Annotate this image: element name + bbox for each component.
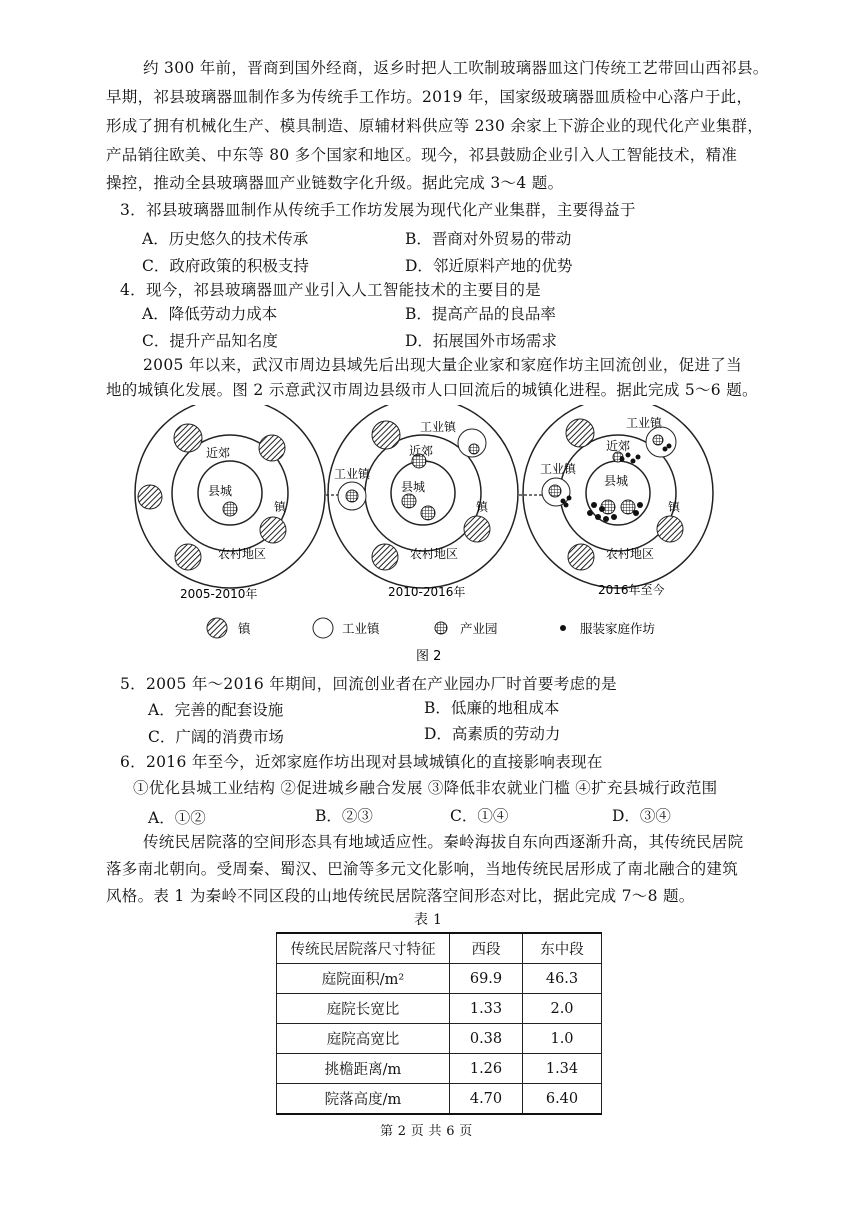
diagram-2016-now (523, 405, 713, 588)
question-4-option-a[interactable]: A．降低劳动力成本 (142, 305, 278, 323)
industrial-park-icon (223, 502, 237, 516)
table-cell: 庭院面积/m² (277, 964, 450, 994)
table-cell: 院落高度/m (277, 1084, 450, 1115)
label-zhen: 镇 (476, 500, 489, 514)
table-cell: 庭院高宽比 (277, 1024, 450, 1054)
table-row (277, 994, 602, 1024)
workshop-dot (626, 453, 631, 458)
figure-caption: 图 2 (416, 649, 442, 664)
town-icon (464, 516, 490, 542)
label-xiancheng: 县城 (604, 474, 629, 488)
passage1-line-2: 早期，祁县玻璃器皿制作多为传统手工作坊。2019 年，国家级玻璃器皿质检中心落户于此， (106, 88, 753, 106)
label-jinjiao: 近郊 (409, 444, 434, 458)
legend-industrial-park-label: 产业园 (460, 621, 498, 636)
question-6-items: ①优化县城工业结构 ②促进城乡融合发展 ③降低非农就业门槛 ④扩充县城行政范围 (133, 779, 718, 797)
industrial-park-icon (653, 435, 663, 445)
workshop-dot (611, 514, 617, 520)
table-cell: 1.26 (450, 1054, 523, 1084)
workshop-dot (564, 503, 569, 508)
question-6-option-d[interactable]: D．③④ (612, 807, 671, 825)
legend-town-icon (207, 618, 227, 638)
question-4-option-b[interactable]: B．提高产品的良品率 (405, 305, 556, 323)
question-6-option-a[interactable]: A．①② (148, 809, 206, 827)
question-5-option-a[interactable]: A．完善的配套设施 (148, 701, 284, 719)
table-cell: 1.0 (523, 1024, 602, 1054)
question-5-stem: 5．2005 年～2016 年期间，回流创业者在产业园办厂时首要考虑的是 (120, 675, 617, 693)
label-xiancheng: 县城 (208, 484, 233, 498)
workshop-dot (620, 457, 625, 462)
label-gongyezhen: 工业镇 (540, 462, 577, 476)
legend-industrial-town-icon (313, 618, 333, 638)
diagram-2005-2010 (135, 405, 325, 588)
town-icon (372, 421, 400, 449)
question-3-option-c[interactable]: C．政府政策的积极支持 (142, 257, 309, 275)
workshop-dot (631, 459, 636, 464)
question-6-stem: 6．2016 年至今，近郊家庭作坊出现对县域城镇化的直接影响表现在 (120, 753, 603, 771)
passage1-line-4: 产品销往欧美、中东等 80 多个国家和地区。现今，祁县鼓励企业引入人工智能技术，精准 (106, 146, 738, 164)
figure-2-diagram (128, 405, 768, 670)
table-row (277, 1024, 602, 1054)
town-icon (175, 544, 201, 570)
label-xiancheng: 县城 (401, 480, 426, 494)
table-row (277, 964, 602, 994)
table-1 (276, 932, 602, 1115)
table-cell: 挑檐距离/m (277, 1054, 450, 1084)
town-icon (372, 544, 398, 570)
workshop-dot (591, 502, 597, 508)
passage1-line-5: 操控，推动全县玻璃器皿产业链数字化升级。据此完成 3～4 题。 (106, 174, 564, 192)
table-header-west: 西段 (450, 933, 523, 964)
passage3-line-2: 落多南北朝向。受周秦、蜀汉、巴渝等多元文化影响，当地传统民居形成了南北融合的建筑 (106, 860, 739, 878)
town-icon (568, 544, 594, 570)
workshop-dot (595, 514, 601, 520)
question-4-option-d[interactable]: D．拓展国外市场需求 (405, 332, 557, 350)
question-3-stem: 3．祁县玻璃器皿制作从传统手工作坊发展为现代化产业集群，主要得益于 (120, 201, 636, 219)
town-icon (566, 419, 594, 447)
question-3-option-a[interactable]: A．历史悠久的技术传承 (142, 230, 309, 248)
page-footer: 第 2 页 共 6 页 (380, 1124, 473, 1139)
workshop-dot (603, 516, 609, 522)
workshop-dot (636, 455, 641, 460)
question-5-option-c[interactable]: C．广阔的消费市场 (148, 728, 284, 746)
workshop-dot (637, 502, 643, 508)
workshop-dot (667, 444, 672, 449)
label-jinjiao: 近郊 (606, 439, 631, 453)
industrial-park-icon (402, 494, 416, 508)
label-nongcun: 农村地区 (218, 547, 267, 561)
table-cell: 1.34 (523, 1054, 602, 1084)
workshop-dot (633, 510, 639, 516)
table-cell: 庭院长宽比 (277, 994, 450, 1024)
diagram-2010-2016 (328, 405, 518, 588)
industrial-park-icon (421, 506, 435, 520)
table-cell: 0.38 (450, 1024, 523, 1054)
table-cell: 46.3 (523, 964, 602, 994)
legend-workshop-label: 服装家庭作坊 (580, 621, 656, 636)
period-label-3: 2016年至今 (598, 583, 665, 597)
table-cell: 2.0 (523, 994, 602, 1024)
label-gongyezhen: 工业镇 (626, 416, 663, 430)
label-zhen: 镇 (274, 500, 287, 514)
town-icon (657, 516, 683, 542)
workshop-dot (587, 510, 593, 516)
table-row (277, 1084, 602, 1115)
town-icon (138, 485, 162, 509)
legend-industrial-park-icon (435, 622, 447, 634)
workshop-dot (599, 506, 605, 512)
industrial-park-icon (621, 500, 635, 514)
passage3-line-3: 风格。表 1 为秦岭不同区段的山地传统民居院落空间形态对比，据此完成 7～8 题。 (106, 887, 695, 905)
label-gongyezhen: 工业镇 (420, 420, 457, 434)
legend-workshop-icon (560, 625, 566, 631)
period-label-1: 2005-2010年 (180, 587, 258, 601)
label-nongcun: 农村地区 (410, 547, 459, 561)
table-cell: 69.9 (450, 964, 523, 994)
workshop-dot (663, 447, 668, 452)
question-4-option-c[interactable]: C．提升产品知名度 (142, 332, 278, 350)
passage1-line-3: 形成了拥有机械化生产、模具制造、原辅材料供应等 230 余家上下游企业的现代化产业集群， (106, 117, 764, 135)
passage2-line-1: 2005 年以来，武汉市周边县域先后出现大量企业家和家庭作坊主回流创业，促进了当 (143, 356, 742, 374)
period-label-2: 2010-2016年 (388, 585, 466, 599)
town-icon (174, 424, 202, 452)
question-5-option-b[interactable]: B．低廉的地租成本 (424, 699, 560, 717)
label-nongcun: 农村地区 (606, 547, 655, 561)
label-zhen: 镇 (668, 500, 681, 514)
passage1-line-1: 约 300 年前，晋商到国外经商，返乡时把人工吹制玻璃器皿这门传统工艺带回山西祁县。 (143, 59, 769, 77)
passage2-line-2: 地的城镇化发展。图 2 示意武汉市周边县级市人口回流后的城镇化进程。据此完成 5～6 题。 (106, 381, 758, 399)
legend-town-label: 镇 (238, 621, 251, 636)
town-icon (260, 517, 286, 543)
table-cell: 4.70 (450, 1084, 523, 1115)
question-6-option-b[interactable]: B．②③ (315, 807, 373, 825)
question-3-option-b[interactable]: B．晋商对外贸易的带动 (405, 230, 572, 248)
workshop-dot (561, 499, 566, 504)
industrial-park-icon (346, 490, 358, 502)
table-cell: 1.33 (450, 994, 523, 1024)
passage3-line-1: 传统民居院落的空间形态具有地域适应性。秦岭海拔自东向西逐渐升高，其传统民居院 (143, 833, 744, 851)
question-5-option-d[interactable]: D．高素质的劳动力 (424, 725, 561, 743)
town-icon (259, 435, 285, 461)
industrial-park-icon (549, 485, 561, 497)
industrial-park-icon (469, 444, 479, 454)
question-4-stem: 4．现今，祁县玻璃器皿产业引入人工智能技术的主要目的是 (120, 281, 541, 299)
question-6-option-c[interactable]: C．①④ (450, 807, 509, 825)
question-3-option-d[interactable]: D．邻近原料产地的优势 (405, 257, 573, 275)
workshop-dot (567, 496, 572, 501)
table-title: 表 1 (414, 912, 443, 928)
table-header-feature: 传统民居院落尺寸特征 (277, 933, 450, 964)
label-jinjiao: 近郊 (206, 446, 231, 460)
table-cell: 6.40 (523, 1084, 602, 1115)
label-gongyezhen: 工业镇 (334, 467, 371, 481)
legend-industrial-town-label: 工业镇 (342, 621, 380, 636)
table-header-east-central: 东中段 (523, 933, 602, 964)
table-row (277, 1054, 602, 1084)
table-header-row (277, 933, 602, 964)
